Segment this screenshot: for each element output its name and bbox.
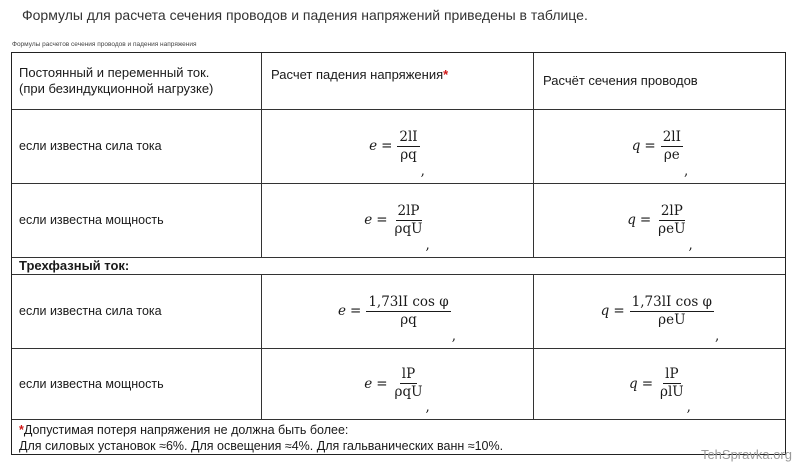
formula-voltage-drop: e = $\frac{2lI}{\rho q}$ , bbox=[369, 128, 425, 179]
asterisk-mark: * bbox=[443, 67, 449, 82]
page-heading: Формулы для расчета сечения проводов и падения напряжений приведены в таблице. bbox=[22, 7, 588, 23]
formula-denominator: ρq bbox=[400, 146, 417, 163]
watermark: TehSpravka.org bbox=[700, 447, 792, 462]
formula-numerator: 2lP bbox=[660, 202, 683, 219]
formula-wire-section: q = $\frac{lP}{\text{ρlU}}$ , bbox=[629, 366, 691, 415]
formula-lhs: q bbox=[600, 303, 610, 319]
formula-denominator: ρe bbox=[663, 146, 680, 163]
header-voltage-drop-label: Расчет падения напряжения bbox=[271, 67, 444, 82]
formula-wire-section: q = $\frac{2lP}{\text{ρeU}}$ , bbox=[627, 202, 693, 253]
formula-voltage-drop: e = $\frac{2lP}{\text{ρqU}}$ , bbox=[364, 202, 430, 253]
header-current-type-line1: Постоянный и переменный ток. bbox=[19, 65, 210, 80]
formula-comma: , bbox=[715, 328, 720, 344]
formulas-table bbox=[11, 52, 786, 455]
footnote bbox=[19, 422, 503, 454]
formula-comma: , bbox=[686, 399, 691, 415]
header-wire-section-label: Расчёт сечения проводов bbox=[543, 73, 698, 88]
formula-comma: , bbox=[683, 163, 689, 179]
formula-voltage-drop: e = $\frac{lP}{\text{ρqU}}$ , bbox=[364, 366, 430, 415]
formula-lhs: e bbox=[338, 303, 346, 319]
formula-lhs: q bbox=[627, 212, 636, 228]
formula-comma: , bbox=[420, 163, 425, 179]
formula-numerator: lP bbox=[401, 366, 416, 382]
three-phase-title: Трехфазный ток: bbox=[19, 258, 130, 273]
row-label: если известна мощность bbox=[19, 213, 164, 227]
formula-numerator: 2lI bbox=[399, 128, 418, 145]
formula-lhs: e bbox=[369, 138, 378, 154]
formula-denominator: ρq bbox=[400, 311, 417, 328]
formula-numerator: 2lI bbox=[662, 128, 681, 145]
table-caption: Формулы расчетов сечения проводов и падения напряжения bbox=[12, 41, 197, 48]
header-voltage-drop bbox=[261, 53, 533, 97]
formula-comma: , bbox=[451, 328, 456, 344]
formula-lhs: e bbox=[364, 212, 373, 228]
formula-wire-section: q = $\frac{\text{1,73lI cos φ}}{\text{ρeU}}$ , bbox=[600, 293, 720, 344]
row-label: если известна мощность bbox=[19, 376, 164, 391]
formula-denominator: ρlU bbox=[660, 384, 684, 400]
formula-denominator: ρqU bbox=[394, 220, 423, 237]
formula-numerator: 1,73lI cos φ bbox=[631, 293, 713, 310]
footnote-line2: Для силовых установок ≈6%. Для освещения ≈4%. Для гальванических ванн ≈10%. bbox=[19, 439, 504, 453]
formula-denominator: ρeU bbox=[658, 311, 686, 328]
formula-lhs: q bbox=[631, 138, 641, 154]
formula-numerator: 2lP bbox=[397, 202, 420, 219]
row-label: если известна сила тока bbox=[19, 139, 162, 153]
formula-voltage-drop: e = $\frac{\text{1,73lI cos φ}}{\rho q}$ , bbox=[338, 293, 456, 344]
formula-wire-section: q = $\frac{2lI}{\rho e}$ , bbox=[631, 128, 689, 179]
formula-comma: , bbox=[425, 237, 430, 253]
footnote-line1: Допустимая потеря напряжения не должна быть более: bbox=[23, 423, 349, 437]
header-current-type-line2: (при безиндукционной нагрузке) bbox=[19, 81, 214, 96]
formula-denominator: ρeU bbox=[658, 220, 686, 237]
formula-lhs: e bbox=[364, 375, 373, 392]
formula-denominator: ρqU bbox=[394, 384, 423, 400]
formula-comma: , bbox=[425, 399, 430, 415]
formula-numerator: 1,73lI cos φ bbox=[368, 293, 449, 310]
formula-lhs: q bbox=[629, 375, 638, 392]
row-divider bbox=[12, 419, 785, 420]
formula-comma: , bbox=[688, 237, 693, 253]
header-current-type bbox=[12, 53, 261, 109]
header-wire-section bbox=[533, 53, 787, 109]
formula-numerator: lP bbox=[665, 366, 679, 382]
row-label: если известна сила тока bbox=[19, 304, 162, 318]
asterisk-mark: * bbox=[19, 423, 24, 437]
